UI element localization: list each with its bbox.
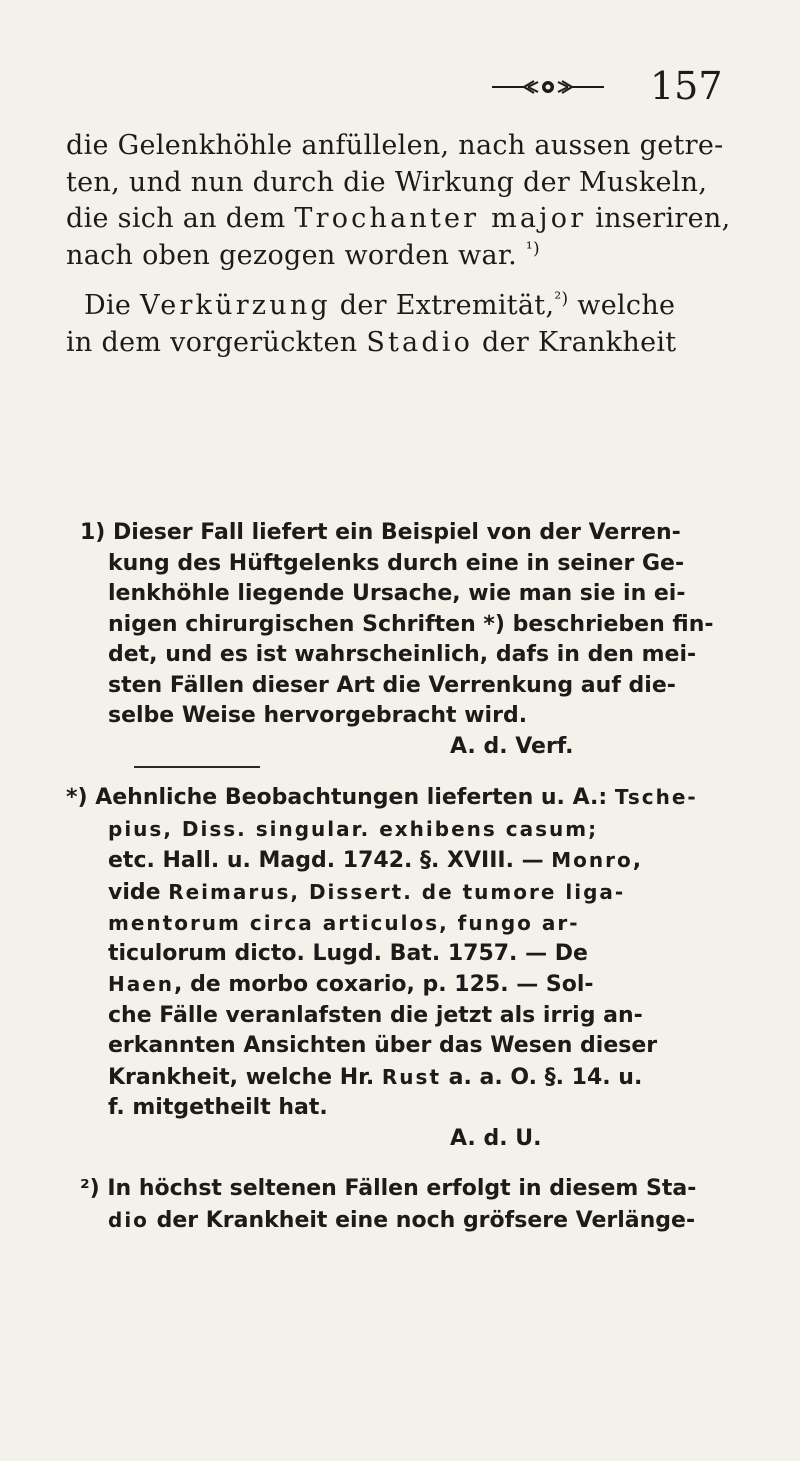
footnote-line: ²) In höchst seltenen Fällen erfolgt in diesem Sta- bbox=[80, 1176, 697, 1201]
footnote-line: sten Fällen dieser Art die Verrenkung auf die- bbox=[108, 672, 676, 698]
footnote-rule bbox=[134, 766, 260, 768]
text-run: die sich an dem bbox=[66, 203, 295, 234]
text-run: , Diss. singular. exhibens casum; bbox=[163, 816, 599, 841]
text-run: in dem vorgerückten bbox=[66, 326, 367, 358]
footnote-line bbox=[80, 969, 750, 1001]
footnote-line bbox=[80, 814, 750, 846]
text-line: die Gelenkhöhle anfüllelen, nach aussen getre- bbox=[66, 130, 724, 161]
footnote-2 bbox=[80, 1174, 750, 1236]
ornament-icon bbox=[492, 76, 604, 98]
footnote-line: kung des Hüftgelenks durch eine in seiner Ge- bbox=[108, 550, 685, 576]
footnote-line bbox=[66, 782, 750, 814]
footnote-line: 1) Dieser Fall liefert ein Beispiel von der Verren- bbox=[80, 520, 681, 545]
text-line: ten, und nun durch die Wirkung der Muskeln, bbox=[66, 166, 708, 198]
footnote-line: nigen chirurgischen Schriften *) beschrieben fin- bbox=[108, 611, 714, 637]
footnote-line: det, und es ist wahrscheinlich, dafs in den mei- bbox=[108, 642, 697, 667]
footnote-line: mentorum circa articulos, fungo ar- bbox=[108, 911, 580, 935]
page-number: 157 bbox=[650, 64, 723, 108]
author-name: Haen bbox=[108, 972, 175, 996]
text-run: vide bbox=[108, 879, 169, 905]
footnote-signature: A. d. U. bbox=[450, 1125, 542, 1151]
text-run: , bbox=[632, 848, 642, 873]
footnote-line: lenkhöhle liegende Ursache, wie man sie in ei- bbox=[108, 581, 686, 606]
text-run: Die bbox=[84, 290, 141, 321]
footnote-star bbox=[66, 782, 750, 1154]
footnote-line: selbe Weise hervorgebracht wird. bbox=[108, 703, 528, 728]
text-run: inseriren, bbox=[586, 203, 731, 234]
footnote-line: f. mitgetheilt hat. bbox=[108, 1095, 328, 1120]
page-header bbox=[0, 62, 800, 112]
footnotes bbox=[66, 518, 750, 1236]
footnote-marker: ²) bbox=[554, 289, 569, 309]
text-run: der Krankheit bbox=[473, 326, 677, 358]
main-text bbox=[66, 128, 746, 361]
text-run: der Krankheit eine noch gröfsere Verlänge- bbox=[148, 1207, 696, 1233]
text-run: welche bbox=[568, 290, 676, 321]
text-run: , Dissert. de tumore liga- bbox=[290, 879, 626, 904]
author-name: Reimarus bbox=[168, 879, 291, 904]
text-line bbox=[66, 288, 746, 325]
text-run: , de morbo coxario, p. 125. — Sol- bbox=[174, 972, 594, 997]
footnote-signature: A. d. Verf. bbox=[450, 733, 574, 759]
footnote-line: ticulorum dicto. Lugd. Bat. 1757. — De bbox=[108, 940, 588, 966]
text-line bbox=[66, 325, 746, 362]
text-line bbox=[66, 238, 746, 275]
text-line bbox=[66, 201, 746, 238]
footnote-line bbox=[80, 1205, 750, 1237]
emphasis-term: Trochanter major bbox=[294, 203, 587, 234]
text-run: etc. Hall. u. Magd. 1742. §. XVIII. — bbox=[108, 848, 552, 873]
footnote-line: erkannten Ansichten über das Wesen dieser bbox=[108, 1033, 658, 1058]
author-name: Tsche- bbox=[614, 785, 698, 809]
paragraph-gap bbox=[66, 274, 746, 288]
author-name: pius bbox=[108, 816, 164, 841]
author-name: Rust bbox=[381, 1064, 442, 1089]
footnote-1 bbox=[80, 518, 750, 762]
emphasis-term: Verkürzung bbox=[140, 290, 331, 321]
text-run: Krankheit, welche Hr. bbox=[108, 1064, 382, 1090]
footnote-gap bbox=[80, 1154, 750, 1174]
footnote-marker: ¹) bbox=[525, 238, 540, 259]
text-run: nach oben gezogen worden war. bbox=[66, 239, 526, 271]
text-run: der Extremität, bbox=[330, 290, 555, 321]
footnote-line bbox=[80, 1062, 750, 1094]
text-run: a. a. O. §. 14. u. bbox=[441, 1064, 643, 1090]
footnote-line bbox=[80, 845, 750, 877]
footnote-line: che Fälle veranlafsten die jetzt als irrig an- bbox=[108, 1002, 643, 1028]
emphasis-term: Stadio bbox=[366, 326, 474, 358]
footnote-line bbox=[80, 877, 750, 909]
text-run: *) Aehnliche Beobachtungen lieferten u. A.: bbox=[66, 785, 615, 810]
emphasis-term: dio bbox=[108, 1207, 149, 1232]
author-name: Monro bbox=[551, 848, 633, 872]
footnote-gap bbox=[80, 762, 750, 782]
